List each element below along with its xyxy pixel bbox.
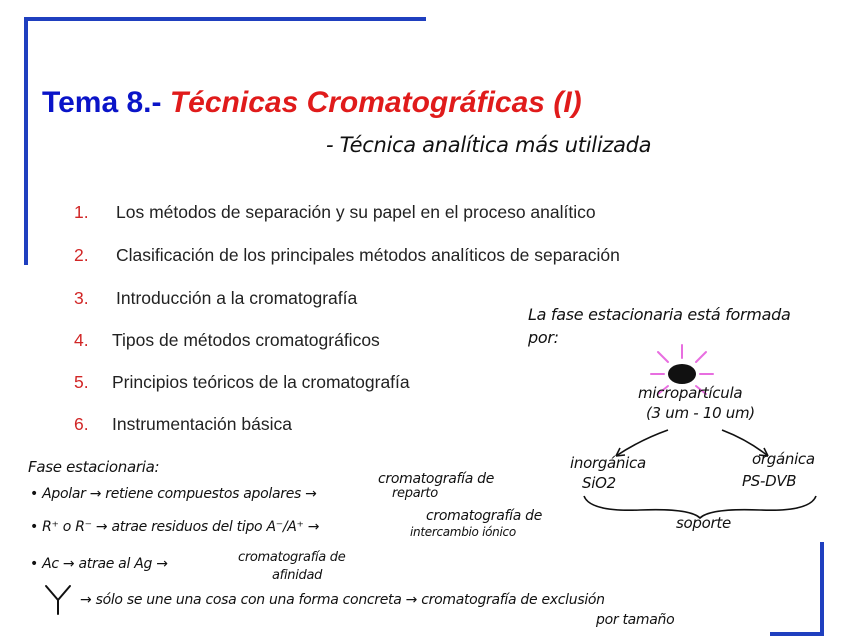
note-row4-left: → sólo se une una cosa con una forma concreta → cromatografía de exclusión — [80, 592, 605, 608]
toc-number: 1. — [74, 202, 89, 222]
toc-text: Los métodos de separación y su papel en el proceso analítico — [116, 202, 596, 222]
toc-text: Instrumentación básica — [112, 414, 292, 434]
note-row3-left: • Ac → atrae al Ag → — [30, 556, 168, 572]
toc-text: Clasificación de los principales métodos analíticos de separación — [116, 245, 620, 265]
handwritten-subtitle: - Técnica analítica más utilizada — [326, 133, 652, 157]
note-support: soporte — [676, 514, 731, 532]
note-row1-right-1: cromatografía de — [378, 471, 495, 487]
note-row1-right-2: reparto — [392, 486, 438, 501]
note-sio2: SiO2 — [582, 474, 616, 492]
toc-number: 4. — [74, 330, 89, 350]
note-row2-right-2: intercambio iónico — [410, 525, 516, 539]
toc-number: 3. — [74, 288, 89, 308]
toc-text: Principios teóricos de la cromatografía — [112, 372, 410, 392]
note-microparticle: micropartícula — [638, 384, 743, 402]
note-row4-right: por tamaño — [596, 612, 675, 628]
note-stationary-phase-line2: por: — [528, 328, 559, 347]
toc-number: 6. — [74, 414, 89, 434]
note-row2-left: • R⁺ o R⁻ → atrae residuos del tipo A⁻/A⁺ → — [30, 519, 320, 535]
note-heading: Fase estacionaria: — [28, 458, 160, 476]
toc-text: Tipos de métodos cromatográficos — [112, 330, 380, 350]
note-row3-right-2: afinidad — [272, 568, 323, 583]
toc-number: 5. — [74, 372, 89, 392]
note-particle-size: (3 um - 10 um) — [646, 404, 755, 422]
note-row3-right-1: cromatografía de — [238, 550, 346, 565]
note-row2-right-1: cromatografía de — [426, 508, 543, 524]
antibody-y-icon — [46, 586, 70, 614]
toc-text: Introducción a la cromatografía — [116, 288, 358, 308]
note-organic: orgánica — [752, 450, 815, 468]
title-part2: Técnicas Cromatográficas (I) — [169, 86, 582, 119]
toc-number: 2. — [74, 245, 89, 265]
title-part1: Tema 8.- — [42, 86, 162, 119]
note-row1-left: • Apolar → retiene compuestos apolares → — [30, 486, 317, 502]
note-stationary-phase-line1: La fase estacionaria está formada — [528, 305, 791, 324]
arrow-left-branch — [616, 430, 668, 456]
microparticle-dot-icon — [668, 364, 696, 384]
note-inorganic: inorgánica — [570, 454, 646, 472]
note-ps-dvb: PS-DVB — [742, 472, 797, 490]
